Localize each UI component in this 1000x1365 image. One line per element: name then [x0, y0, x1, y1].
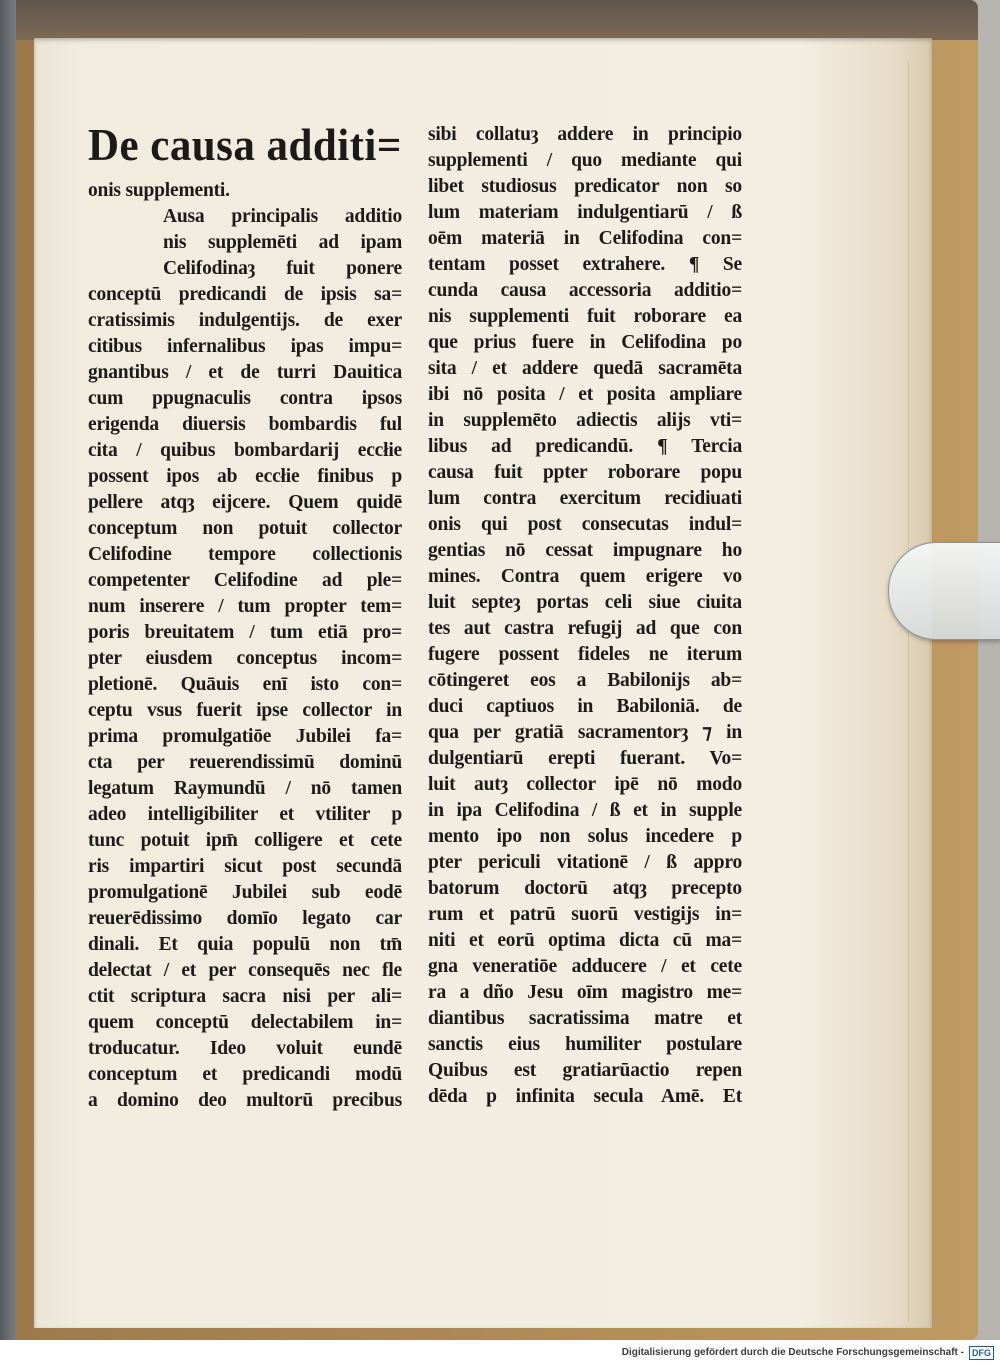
- left-column-line: reuerēdissimo domīo legato car: [88, 908, 402, 929]
- chapter-heading-continuation: onis supplementi.: [88, 180, 230, 201]
- footer-bar: [0, 1340, 1000, 1365]
- right-column-line: dēda p infinita secula Amē. Et: [428, 1086, 742, 1107]
- funding-notice: Digitalisierung gefördert durch die Deutsche Forschungsgemeinschaft -: [621, 1347, 964, 1358]
- left-column-line: gnantibus / et de turri Dauitica: [88, 362, 402, 383]
- opening-line: nis supplemēti ad ipam: [163, 232, 402, 253]
- left-column-line: cum ppugnaculis contra ipsos: [88, 388, 402, 409]
- left-column-line: erigenda diuersis bombardis ful: [88, 414, 402, 435]
- right-column-line: gna veneratiōe adducere / et cete: [428, 956, 742, 977]
- right-column-line: que prius fuere in Celifodina po: [428, 332, 742, 353]
- left-column-line: delectat / et per consequēs nec fle: [88, 960, 402, 981]
- right-column-line: mento ipo non solus incedere p: [428, 826, 742, 847]
- left-column-line: num inserere / tum propter tem=: [88, 596, 402, 617]
- right-column-line: in ipa Celifodina / ß et in supple: [428, 800, 742, 821]
- left-column-line: legatum Raymundū / nō tamen: [88, 778, 402, 799]
- right-column-line: onis qui post consecutas indul=: [428, 514, 742, 535]
- right-column-line: lum materiam indulgentiarū / ß: [428, 202, 742, 223]
- left-column-line: conceptū predicandi de ipsis sa=: [88, 284, 402, 305]
- chapter-heading: De causa additi=: [88, 119, 402, 170]
- left-column-line: pter eiusdem conceptus incom=: [88, 648, 402, 669]
- right-column-line: tentam posset extrahere. ¶ Se: [428, 254, 742, 275]
- left-column-body: [88, 282, 402, 1114]
- book-cover-top-edge: [16, 0, 978, 40]
- right-column-line: ra a dño Jesu oīm magistro me=: [428, 982, 742, 1003]
- left-column-line: possent ipos ab eccłie finibus p: [88, 466, 402, 487]
- left-column-line: cratissimis indulgentijs. de exer: [88, 310, 402, 331]
- right-column-line: batorum doctorū atqȝ precepto: [428, 878, 742, 899]
- right-column-line: in supplemēto adiectis alijs vti=: [428, 410, 742, 431]
- right-column-line: sanctis eius humiliter postulare: [428, 1034, 742, 1055]
- left-column-line: ctit scriptura sacra nisi per ali=: [88, 986, 402, 1007]
- left-column-line: citibus infernalibus ipas impu=: [88, 336, 402, 357]
- left-column-line: adeo intelligibiliter et vtiliter p: [88, 804, 402, 825]
- right-column-line: libet studiosus predicator non so: [428, 176, 742, 197]
- opening-line: Ausa principalis additio: [163, 206, 402, 227]
- page-clip: [888, 542, 1000, 640]
- left-column-line: pletionē. Quāuis enī isto con=: [88, 674, 402, 695]
- right-column-line: cunda causa accessoria additio=: [428, 280, 742, 301]
- right-column-line: cōtingeret eos a Babilonijs ab=: [428, 670, 742, 691]
- right-column-line: gentias nō cessat impugnare ho: [428, 540, 742, 561]
- right-column-line: mines. Contra quem erigere vo: [428, 566, 742, 587]
- left-column-line: a domino deo multorū precibus: [88, 1090, 402, 1111]
- right-column-line: tes aut castra refugij ad que con: [428, 618, 742, 639]
- right-column-line: Quibus est gratiarūactio repen: [428, 1060, 742, 1081]
- left-column-line: cta per reuerendissimū dominū: [88, 752, 402, 773]
- right-column-line: oēm materiā in Celifodina con=: [428, 228, 742, 249]
- right-column-line: fugere possent fideles ne iterum: [428, 644, 742, 665]
- left-column-line: competenter Celifodine ad ple=: [88, 570, 402, 591]
- left-column-line: poris breuitatem / tum etiā pro=: [88, 622, 402, 643]
- left-column-line: conceptum et predicandi modū: [88, 1064, 402, 1085]
- left-column-line: conceptum non potuit collector: [88, 518, 402, 539]
- initial-indented-block: [163, 204, 402, 282]
- right-column-line: sita / et addere quedā sacramēta: [428, 358, 742, 379]
- left-column-line: Celifodine tempore collectionis: [88, 544, 402, 565]
- right-column-line: luit septeȝ portas celi siue ciuita: [428, 592, 742, 613]
- page-edge: [908, 60, 932, 1322]
- left-column-line: quem conceptū delectabilem in=: [88, 1012, 402, 1033]
- right-column-line: niti et eorū optima dicta cū ma=: [428, 930, 742, 951]
- dfg-logo: DFG: [969, 1346, 994, 1360]
- left-column-line: troducatur. Ideo voluit eundē: [88, 1038, 402, 1059]
- left-column-line: cita / quibus bombardarij eccłie: [88, 440, 402, 461]
- left-column-line: tunc potuit ipm̄ colligere et cete: [88, 830, 402, 851]
- right-column-line: lum contra exercitum recidiuati: [428, 488, 742, 509]
- left-column: [88, 178, 402, 1114]
- left-column-line: pellere atqȝ eijcere. Quem quidē: [88, 492, 402, 513]
- right-column-line: sibi collatuȝ addere in principio: [428, 124, 742, 145]
- right-column-line: ibi nō posita / et posita ampliare: [428, 384, 742, 405]
- left-column-line: ceptu vsus fuerit ipse collector in: [88, 700, 402, 721]
- right-column-line: pter periculi vitationē / ß appro: [428, 852, 742, 873]
- right-column-line: rum et patrū suorū vestigijs in=: [428, 904, 742, 925]
- left-column-line: promulgationē Jubilei sub eodē: [88, 882, 402, 903]
- left-column-line: prima promulgatiōe Jubilei fa=: [88, 726, 402, 747]
- right-column-line: libus ad predicandū. ¶ Tercia: [428, 436, 742, 457]
- right-column-line: qua per gratiā sacramentorȝ ⁊ in: [428, 722, 742, 743]
- right-column-line: supplementi / quo mediante qui: [428, 150, 742, 171]
- right-column-line: dulgentiarū erepti fuerant. Vo=: [428, 748, 742, 769]
- right-column-line: luit autȝ collector ipē nō modo: [428, 774, 742, 795]
- left-column-line: ris impartiri sicut post secundā: [88, 856, 402, 877]
- right-column: [428, 122, 742, 1110]
- opening-line: Celifodinaȝ fuit ponere: [163, 258, 402, 279]
- right-column-line: duci captiuos in Babiloniā. de: [428, 696, 742, 717]
- right-column-line: diantibus sacratissima matre et: [428, 1008, 742, 1029]
- right-column-line: nis supplementi fuit roborare ea: [428, 306, 742, 327]
- right-column-line: causa fuit ppter roborare popu: [428, 462, 742, 483]
- left-column-line: dinali. Et quia populū non tm̄: [88, 934, 402, 955]
